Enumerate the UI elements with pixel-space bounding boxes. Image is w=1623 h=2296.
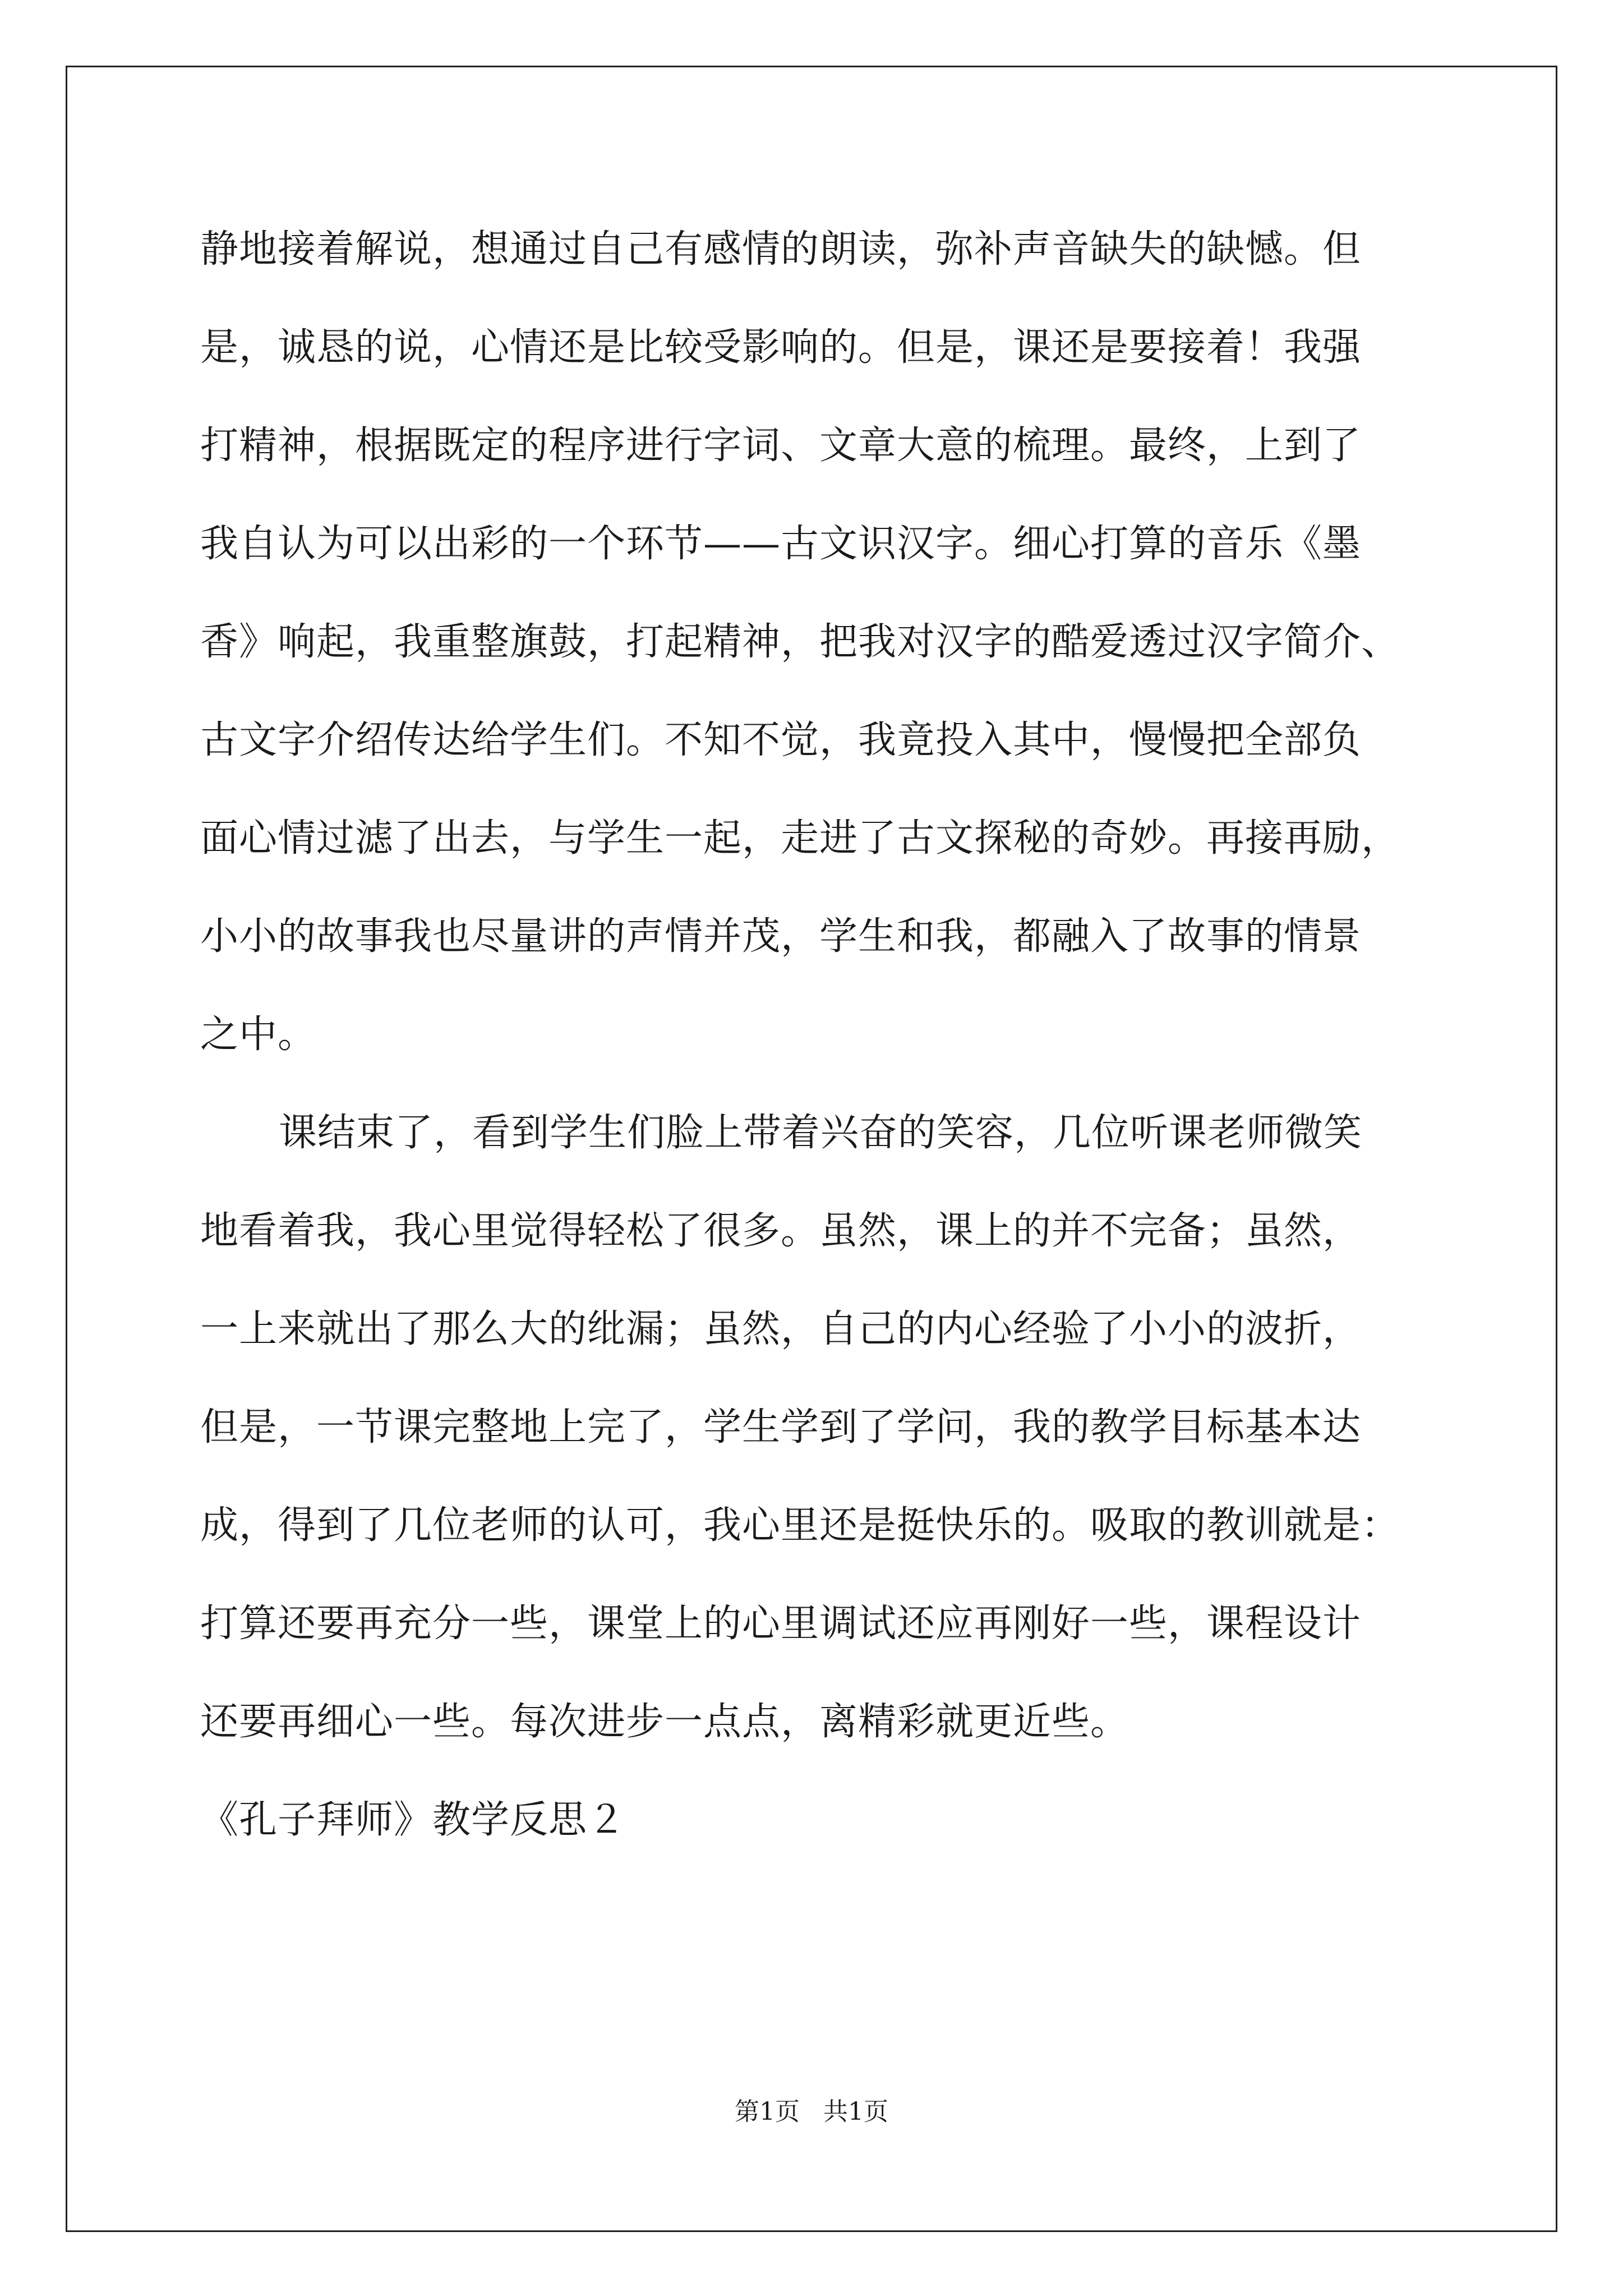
text-line: 面心情过滤了出去，与学生一起，走进了古文探秘的奇妙。再接再励，	[200, 816, 1400, 861]
text-line: 一上来就出了那么大的纰漏；虽然，自己的内心经验了小小的波折，	[200, 1307, 1362, 1351]
text-line: 还要再细心一些。每次进步一点点，离精彩就更近些。	[200, 1700, 1129, 1744]
text-line: 香》响起，我重整旗鼓，打起精神，把我对汉字的酷爱透过汉字简介、	[200, 620, 1400, 664]
text-line: 是，诚恳的说，心情还是比较受影响的。但是，课还是要接着！我强	[200, 325, 1362, 370]
text-line: 古文字介绍传达给学生们。不知不觉，我竟投入其中，慢慢把全部负	[200, 718, 1362, 762]
text-line: 静地接着解说，想通过自己有感情的朗读，弥补声音缺失的缺憾。但	[200, 227, 1362, 272]
text-line: 之中。	[200, 1013, 317, 1057]
text-line: 课结束了，看到学生们脸上带着兴奋的笑容，几位听课老师微笑	[279, 1111, 1363, 1155]
text-line: 打精神，根据既定的程序进行字词、文章大意的梳理。最终，上到了	[200, 424, 1362, 468]
text-line: 但是，一节课完整地上完了，学生学到了学问，我的教学目标基本达	[200, 1405, 1362, 1450]
section-heading: 《孔子拜师》教学反思２	[200, 1798, 626, 1842]
text-line: 地看着我，我心里觉得轻松了很多。虽然，课上的并不完备；虽然，	[200, 1209, 1362, 1253]
text-line: 小小的故事我也尽量讲的声情并茂，学生和我，都融入了故事的情景	[200, 914, 1362, 959]
page-footer: 第1页 共1页	[735, 2097, 888, 2126]
text-line: 打算还要再充分一些，课堂上的心里调试还应再刚好一些，课程设计	[200, 1602, 1362, 1646]
text-line: 我自认为可以出彩的一个环节——古文识汉字。细心打算的音乐《墨	[200, 522, 1362, 566]
text-line: 成，得到了几位老师的认可，我心里还是挺快乐的。吸取的教训就是：	[200, 1503, 1400, 1548]
